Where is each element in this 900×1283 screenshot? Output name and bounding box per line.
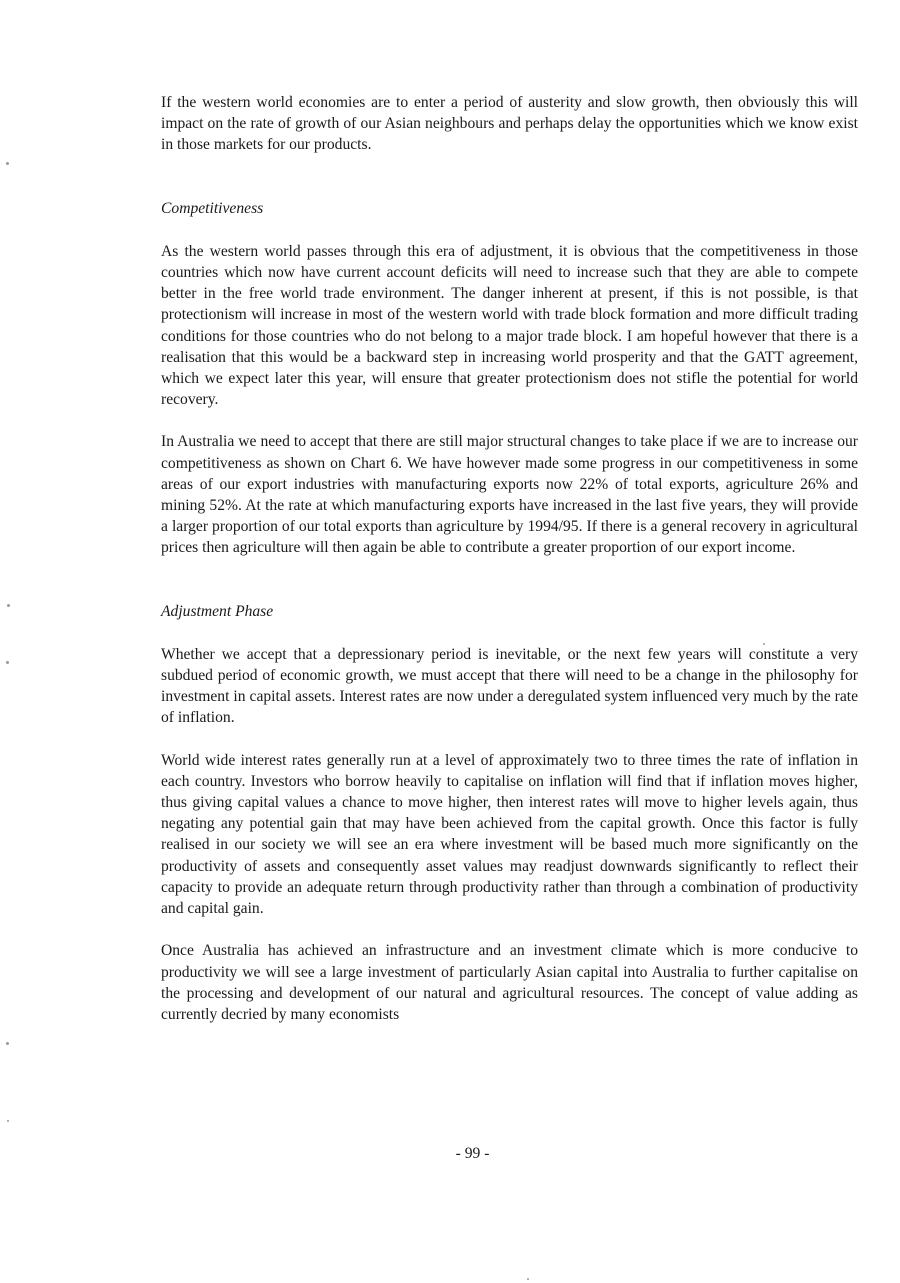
adjustment-phase-heading: Adjustment Phase [161,602,274,620]
adjustment-paragraph-2: World wide interest rates generally run at a level of approximately two to three times the rate of inflation in each country. Investors who borrow heavily to capitalise on inflation will find that if inflation moves higher, thus giving capital values a chance to move higher, then interest rates will move to higher levels again, thus negating any potential gain that may have been achieved from the capital growth. Once this factor is fully realised in our society we will see an era where investment will be based much more significantly on the productivity of assets and consequently asset values may readjust downwards significantly to reflect their capacity to provide an adequate return through productivity rather than through a combination of productivity and capital gain. [161,751,858,918]
adjustment-paragraph-3: Once Australia has achieved an infrastructure and an investment climate which is more conducive to productivity we will see a large investment of particularly Asian capital into Australia to further capitalise on the processing and development of our natural and agricultural resources. The concept of value adding as currently decried by many economists [161,942,858,1023]
scan-speck [763,643,765,645]
intro-paragraph: If the western world economies are to enter a period of austerity and slow growth, then obviously this will impact on the rate of growth of our Asian neighbours and perhaps delay the opportunities which we know exist in those markets for our products. [161,94,858,154]
page-body [161,92,858,1046]
scan-speck [6,162,9,165]
competitiveness-paragraph-2: In Australia we need to accept that there are still major structural changes to take place if we are to increase our competitiveness as shown on Chart 6. We have however made some progress in our competitiveness in some areas of our export industries with manufacturing exports now 22% of total exports, agriculture 26% and mining 52%. At the rate at which manufacturing exports have increased in the last five years, they will provide a larger proportion of our total exports than agriculture by 1994/95. If there is a general recovery in agricultural prices then agriculture will then again be able to contribute a greater proportion of our export income. [161,433,858,557]
scan-speck [6,661,9,664]
scan-speck [527,1278,529,1280]
competitiveness-paragraph-1: As the western world passes through this era of adjustment, it is obvious that the competitiveness in those countries which now have current account deficits will need to increase such that they are able to compete better in the free world trade environment. The danger inherent at present, if this is not possible, is that protectionism will increase in most of the western world with trade block formation and more difficult trading conditions for those countries who do not belong to a major trade block. I am hopeful however that there is a realisation that this would be a backward step in increasing world prosperity and that the GATT agreement, which we expect later this year, will ensure that greater protectionism does not stifle the potential for world recovery. [161,242,858,409]
scan-speck [6,1042,9,1045]
adjustment-paragraph-1: Whether we accept that a depressionary period is inevitable, or the next few years will constitute a very subdued period of economic growth, we must accept that there will need to be a change in the philosophy for investment in capital assets. Interest rates are now under a deregulated system influenced very much by the rate of inflation. [161,645,858,727]
scan-speck [7,604,10,607]
page-number: - 99 - [455,1145,490,1162]
competitiveness-heading: Competitiveness [161,199,264,217]
scan-speck [7,1120,9,1122]
